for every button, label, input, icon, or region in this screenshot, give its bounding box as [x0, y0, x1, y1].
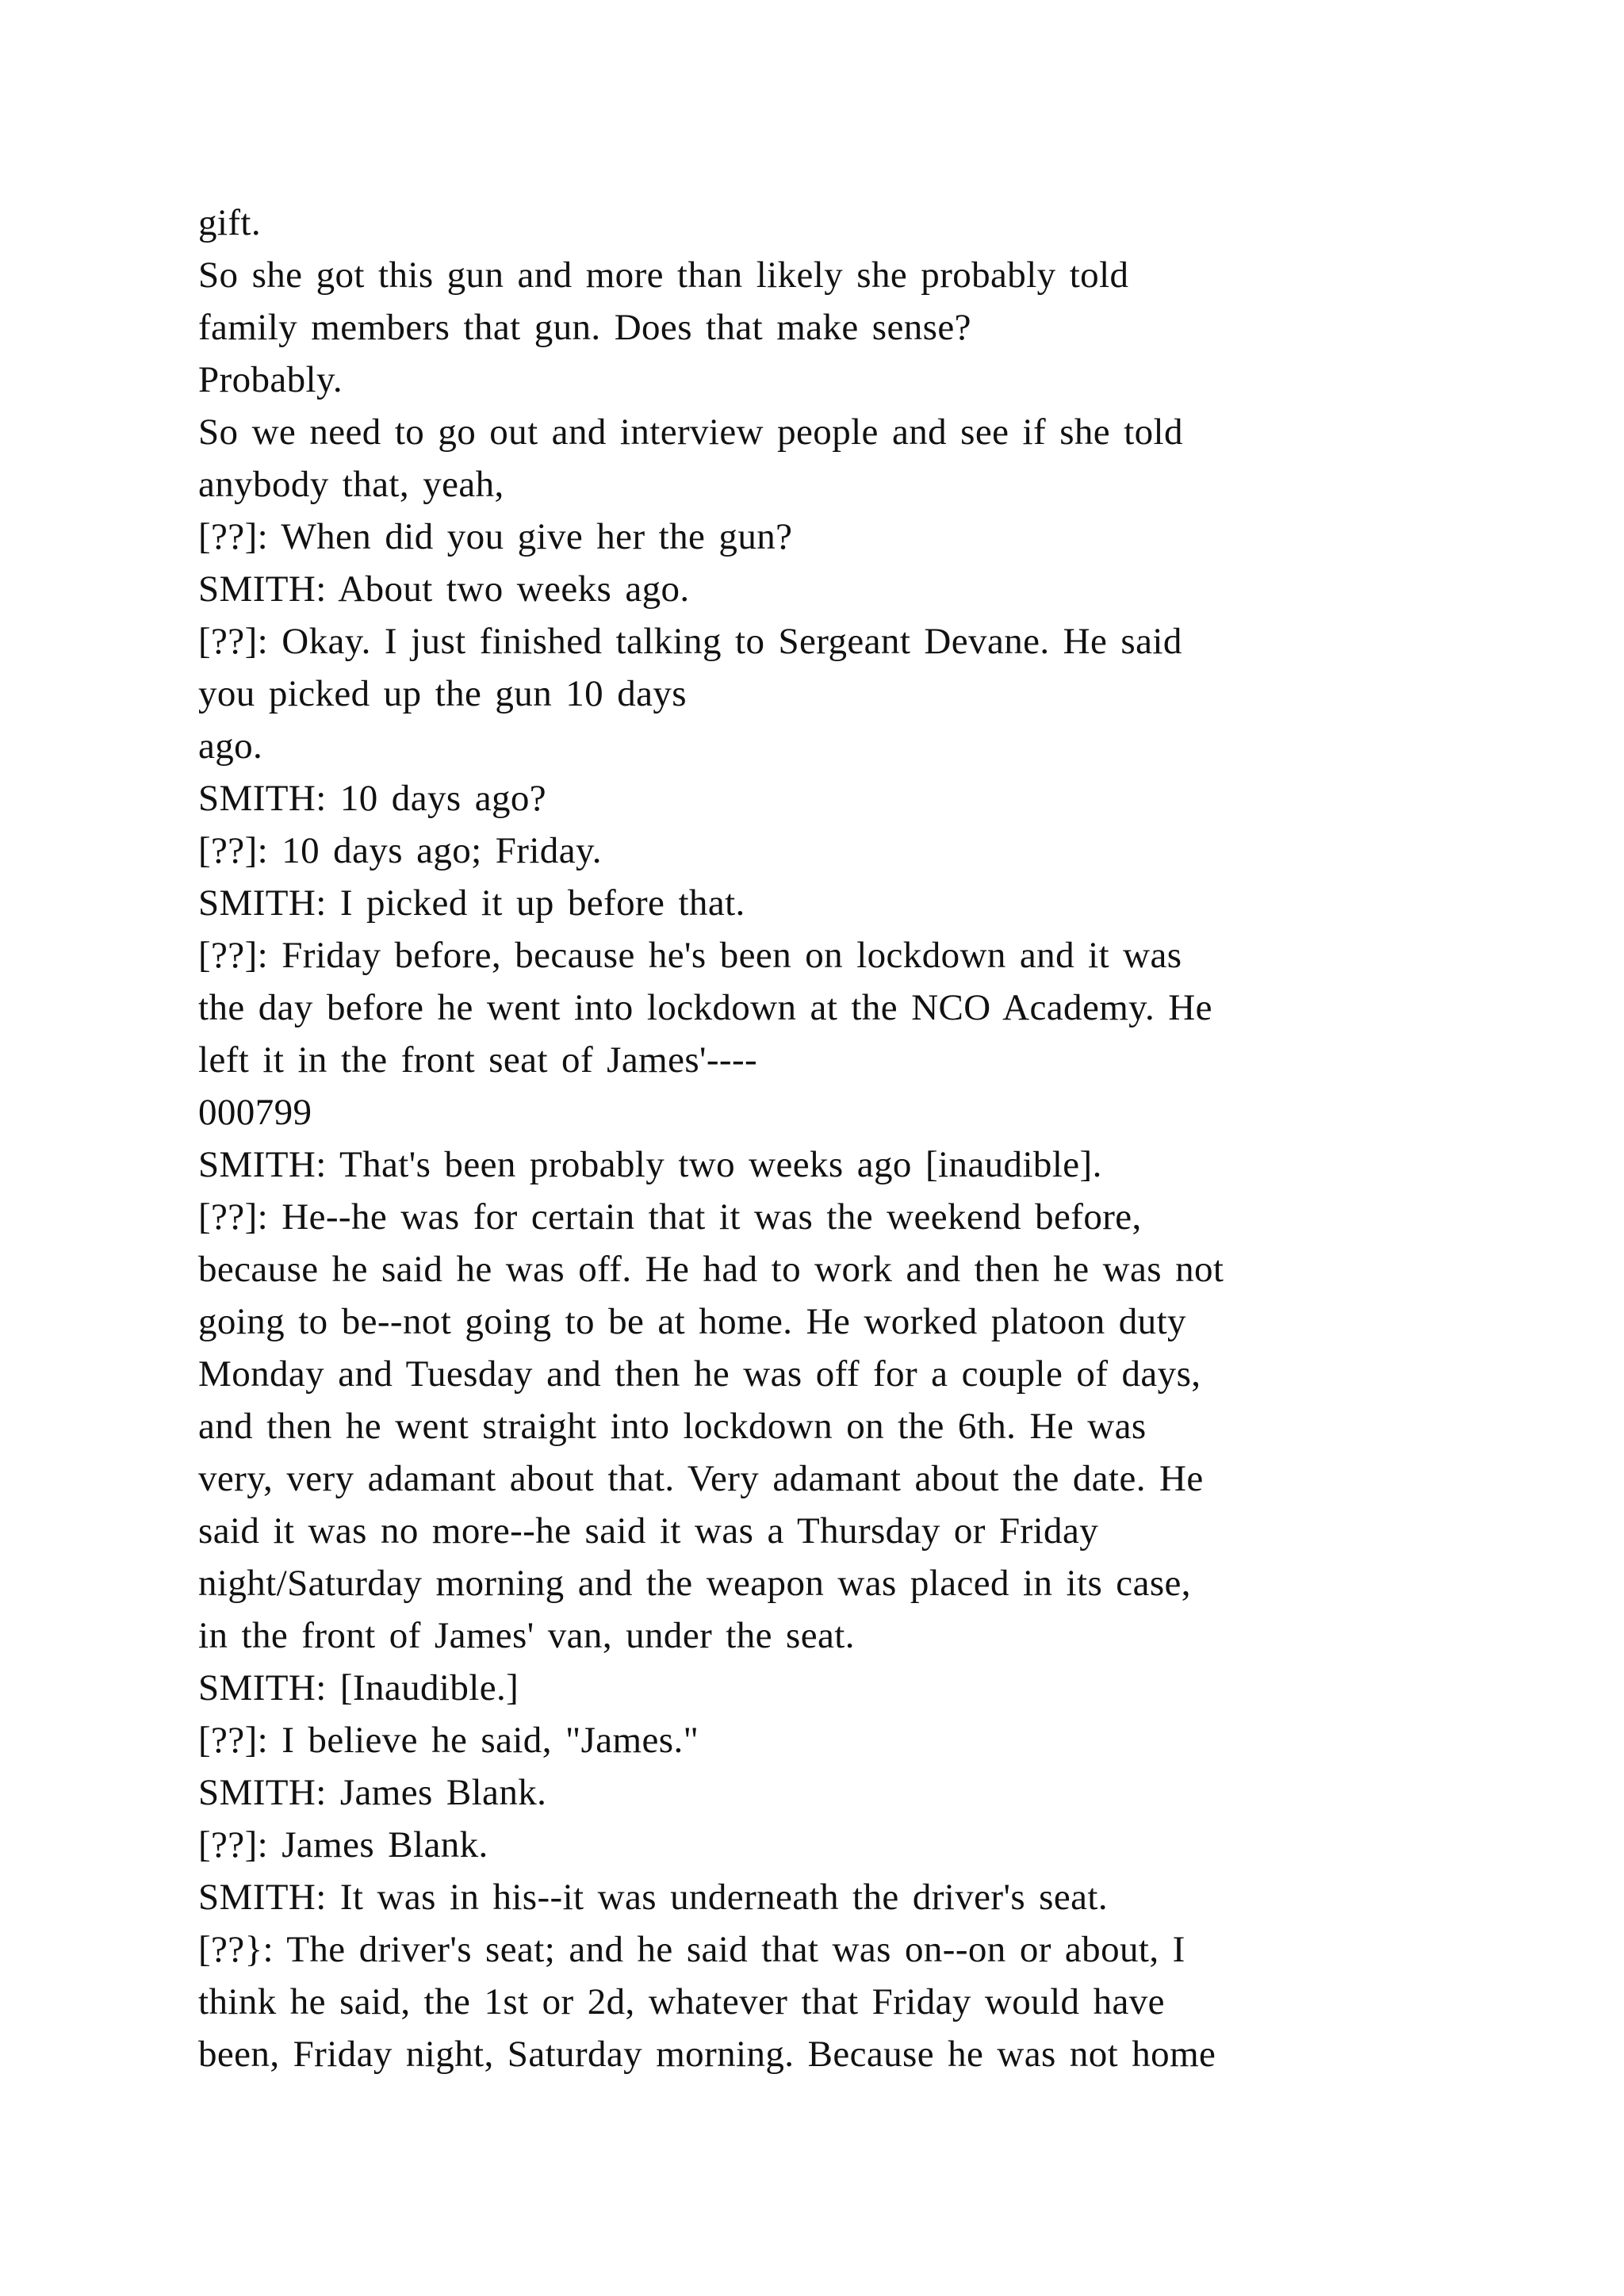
transcript-line: So she got this gun and more than likely she probably told: [198, 254, 1129, 296]
transcript-line: SMITH: I picked it up before that.: [198, 882, 745, 924]
transcript-line: [??]: I believe he said, "James.": [198, 1720, 699, 1761]
transcript-line: night/Saturday morning and the weapon was placed in its case,: [198, 1563, 1191, 1604]
transcript-line: the day before he went into lockdown at the NCO Academy. He: [198, 987, 1212, 1028]
transcript-line: gift.: [198, 202, 262, 243]
transcript-line: [??]: Okay. I just finished talking to Sergeant Devane. He said: [198, 621, 1182, 662]
transcript-line: think he said, the 1st or 2d, whatever that Friday would have: [198, 1981, 1165, 2022]
transcript-line: [??]: He--he was for certain that it was the weekend before,: [198, 1196, 1142, 1238]
transcript-line: said it was no more--he said it was a Thursday or Friday: [198, 1510, 1099, 1552]
transcript-line: SMITH: James Blank.: [198, 1772, 547, 1813]
transcript-line: ago.: [198, 725, 263, 767]
transcript-line: and then he went straight into lockdown on the 6th. He was: [198, 1406, 1147, 1447]
transcript-line: SMITH: It was in his--it was underneath the driver's seat.: [198, 1877, 1108, 1918]
transcript-line: going to be--not going to be at home. He worked platoon duty: [198, 1301, 1186, 1342]
transcript-line: SMITH: [Inaudible.]: [198, 1667, 519, 1709]
transcript-line: family members that gun. Does that make sense?: [198, 307, 971, 348]
transcript-line: [??]: James Blank.: [198, 1824, 488, 1866]
transcript-line: [??]: 10 days ago; Friday.: [198, 830, 602, 871]
transcript-line: anybody that, yeah,: [198, 464, 504, 505]
transcript-line: [??]: When did you give her the gun?: [198, 516, 793, 557]
transcript-line: you picked up the gun 10 days: [198, 673, 687, 714]
transcript-line: SMITH: That's been probably two weeks ago [inaudible].: [198, 1144, 1102, 1185]
transcript-line: because he said he was off. He had to work and then he was not: [198, 1249, 1224, 1290]
page-number: 000799: [198, 1092, 312, 1133]
transcript-line: very, very adamant about that. Very adamant about the date. He: [198, 1458, 1204, 1499]
transcript-line: in the front of James' van, under the seat.: [198, 1615, 855, 1656]
transcript-line: [??]: Friday before, because he's been on lockdown and it was: [198, 935, 1182, 976]
transcript-line: SMITH: 10 days ago?: [198, 778, 547, 819]
transcript-line: Monday and Tuesday and then he was off for a couple of days,: [198, 1353, 1201, 1395]
transcript-line: SMITH: About two weeks ago.: [198, 568, 690, 610]
transcript-text: [198, 197, 1435, 2080]
transcript-line: So we need to go out and interview people and see if she told: [198, 411, 1183, 453]
transcript-line: Probably.: [198, 359, 343, 400]
transcript-line: [??}: The driver's seat; and he said that was on--on or about, I: [198, 1929, 1185, 1970]
transcript-line: left it in the front seat of James'----: [198, 1039, 758, 1081]
transcript-line: been, Friday night, Saturday morning. Because he was not home: [198, 2034, 1216, 2075]
